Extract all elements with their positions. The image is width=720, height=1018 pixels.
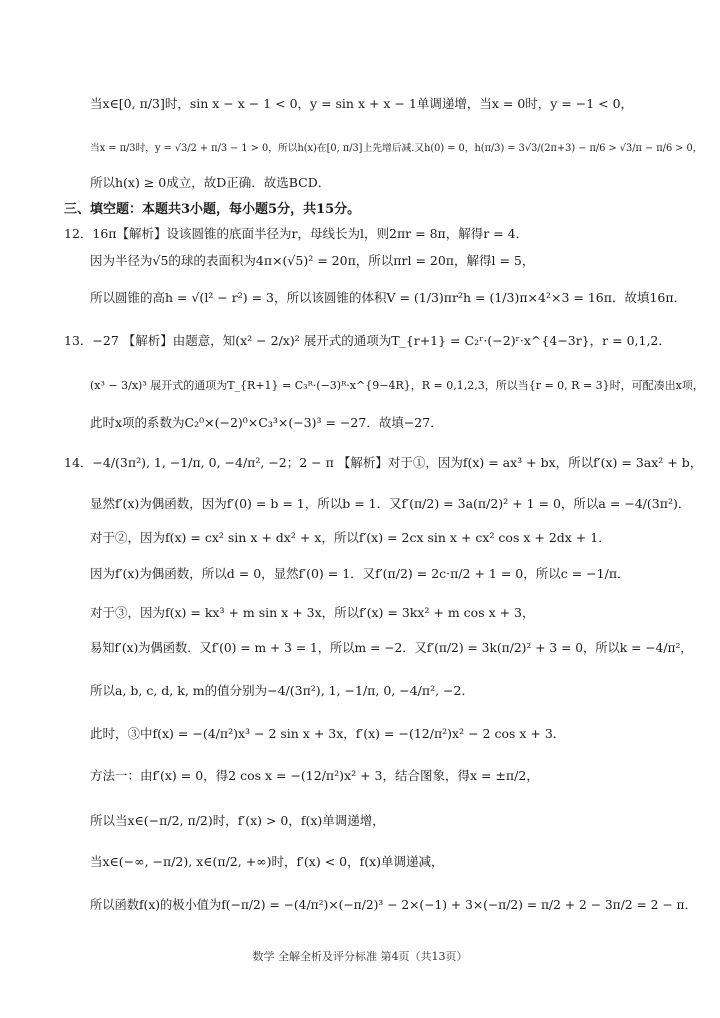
text-line: 方法一：由f′(x) = 0，得2 cos x = −(12/π²)x² + 3，结合图象，得x = ±π/2， <box>90 768 539 783</box>
text-line: 显然f′(x)为偶函数，因为f′(0) = b = 1，所以b = 1．又f′(π/2) = 3a(π/2)² + 1 = 0，所以a = −4/(3π²)． <box>90 496 691 511</box>
text-line: 因为f′(x)为偶函数，所以d = 0，显然f′(0) = 1．又f′(π/2) = 2c·π/2 + 1 = 0，所以c = −1/π． <box>90 566 630 581</box>
text-line: (x³ − 3/x)³ 展开式的通项为T_{R+1} = C₃ᴿ·(−3)ᴿ·x^{9−4R}，R = 0,1,2,3，所以当{r = 0, R = 3}时，可配凑出x项， <box>90 379 704 392</box>
text-line: 所以当x∈(−π/2, π/2)时，f′(x) > 0，f(x)单调递增， <box>90 813 385 828</box>
text-line: 所以a, b, c, d, k, m的值分别为−4/(3π²), 1, −1/π, 0, −4/π², −2． <box>90 683 474 698</box>
text-line: 当x = π/3时，y = √3/2 + π/3 − 1 > 0，所以h(x)在[0, π/3]上先增后减.又h(0) = 0，h(π/3) = 3√3/(2π+3) − π/6 > √3/π − π/6 > 0， <box>90 143 703 154</box>
text-line: 所以h(x) ≥ 0成立，故D正确．故选BCD． <box>90 175 331 190</box>
text-line: 12．16π【解析】设该圆锥的底面半径为r，母线长为l，则2πr = 8π，解得r = 4． <box>64 226 529 241</box>
text-line: 易知f′(x)为偶函数．又f′(0) = m + 3 = 1，所以m = −2．又f′(π/2) = 3k(π/2)² + 3 = 0，所以k = −4/π²， <box>90 641 693 655</box>
text-line: 14．−4/(3π²), 1, −1/π, 0, −4/π², −2；2 − π 【解析】对于①，因为f(x) = ax³ + bx，所以f′(x) = 3ax² + b， <box>64 455 703 470</box>
text-line: 因为半径为√5的球的表面积为4π×(√5)² = 20π，所以πrl = 20π，解得l = 5， <box>90 253 535 268</box>
text-line: 此时，③中f(x) = −(4/π²)x³ − 2 sin x + 3x，f′(x) = −(12/π²)x² − 2 cos x + 3． <box>90 726 566 741</box>
text-line: 此时x项的系数为C₂⁰×(−2)⁰×C₃³×(−3)³ = −27．故填−27． <box>90 415 443 430</box>
text-line: 所以函数f(x)的极小值为f(−π/2) = −(4/π²)×(−π/2)³ − 2×(−1) + 3×(−π/2) = π/2 + 2 − 3π/2 = 2 − π． <box>90 898 697 912</box>
text-line: 当x∈[0, π/3]时，sin x − x − 1 < 0，y = sin x + x − 1单调递增，当x = 0时，y = −1 < 0， <box>90 96 634 111</box>
text-line: 对于②，因为f(x) = cx² sin x + dx² + x，所以f′(x) = 2cx sin x + cx² cos x + 2dx + 1． <box>90 530 611 545</box>
section-heading: 三、填空题：本题共3小题，每小题5分，共15分。 <box>64 202 361 217</box>
text-line: 当x∈(−∞, −π/2), x∈(π/2, +∞)时，f′(x) < 0，f(x)单调递减， <box>90 854 444 869</box>
page-footer: 数学 全解全析及评分标准 第4页（共13页） <box>252 950 468 963</box>
text-line: 所以圆锥的高h = √(l² − r²) = 3，所以该圆锥的体积V = (1/3)πr²h = (1/3)π×4²×3 = 16π．故填16π． <box>90 290 687 305</box>
text-line: 对于③，因为f(x) = kx³ + m sin x + 3x，所以f′(x) = 3kx² + m cos x + 3， <box>90 605 535 620</box>
text-line: 13．−27 【解析】由题意，知(x² − 2/x)² 展开式的通项为T_{r+1} = C₂ʳ·(−2)ʳ·x^{4−3r}，r = 0,1,2． <box>64 333 671 348</box>
